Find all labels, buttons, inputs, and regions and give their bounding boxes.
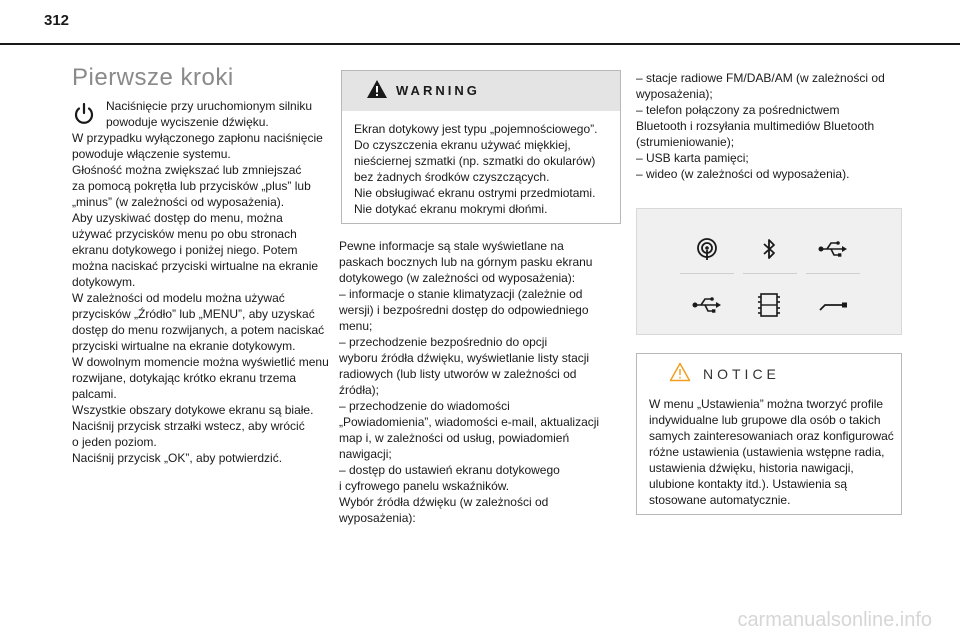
page-number: 312	[44, 12, 70, 29]
text-line: przyciski wirtualne na ekranie dotykowym.	[72, 339, 296, 353]
text-line: różne ustawienia (ustawienia wstępne radia,	[649, 445, 885, 459]
text-line: wyposażenia):	[339, 511, 416, 525]
watermark: carmanualsonline.info	[737, 609, 932, 631]
video-icon	[745, 285, 793, 325]
text-line: wersji) i bezpośredni dostęp do odpowiedniego	[339, 303, 589, 317]
text-line: – wideo (w zależności od wyposażenia).	[636, 167, 850, 181]
text-line: Bluetooth i rozsyłania multimediów Bluetooth	[636, 119, 875, 133]
text-line: „Powiadomienia”, wiadomości e-mail, aktualizacji	[339, 415, 600, 429]
text-line: nawigacji;	[339, 447, 392, 461]
text-line: – telefon połączony za pośrednictwem	[636, 103, 840, 117]
text-line: Głośność można zwiększać lub zmniejszać	[72, 163, 302, 177]
text-line: – przechodzenie bezpośrednio do opcji	[339, 335, 548, 349]
text-line: W dowolnym momencie można wyświetlić menu	[72, 355, 329, 369]
text-line: rozwijane, dotykając krótko ekranu trzema	[72, 371, 297, 385]
text-line: można naciskać przyciski wirtualne na ekranie	[72, 259, 319, 273]
body-text	[339, 238, 621, 526]
text-line: Ekran dotykowy jest typu „pojemnościowego”.	[354, 122, 598, 136]
column-left	[72, 64, 334, 466]
text-line: stosowane automatycznie.	[649, 493, 791, 507]
text-line: – USB karta pamięci;	[636, 151, 749, 165]
text-line: powoduje włączenie systemu.	[72, 147, 231, 161]
text-line: Do czyszczenia ekranu używać miękkiej,	[354, 138, 571, 152]
divider	[806, 273, 860, 274]
text-line: Wszystkie obszary dotykowe ekranu są białe.	[72, 403, 314, 417]
text-line: W menu „Ustawienia” można tworzyć profile	[649, 397, 884, 411]
text-line: o jeden poziom.	[72, 435, 157, 449]
notice-text	[637, 394, 901, 514]
text-line: Naciśnięcie przy uruchomionym silniku	[106, 99, 313, 113]
text-line: (strumieniowanie);	[636, 135, 735, 149]
text-line: indywidualne lub grupowe dla osób o takich	[649, 413, 881, 427]
usb-icon	[809, 229, 857, 269]
text-line: Wybór źródła dźwięku (w zależności od	[339, 495, 549, 509]
text-line: dostęp do menu rozwijanych, a potem naciskać	[72, 323, 325, 337]
text-line: paskach bocznych lub na górnym pasku ekranu	[339, 255, 593, 269]
divider	[680, 273, 734, 274]
text-line: Naciśnij przycisk „OK”, aby potwierdzić.	[72, 451, 283, 465]
text-line: wyboru źródła dźwięku, wyświetlanie listy stacji	[339, 351, 590, 365]
text-line: powoduje wyciszenie dźwięku.	[106, 115, 269, 129]
text-line: Nie obsługiwać ekranu ostrymi przedmiotami.	[354, 186, 596, 200]
text-line: ustawienia dźwięku, historia nawigacji,	[649, 461, 854, 475]
text-line: Pewne informacje są stale wyświetlane na	[339, 239, 564, 253]
text-line: dotykowym.	[72, 275, 136, 289]
text-line: źródła);	[339, 383, 380, 397]
text-line: map i, w zależności od usług, powiadomień	[339, 431, 570, 445]
column-right	[636, 70, 902, 515]
text-line: Naciśnij przycisk strzałki wstecz, aby wrócić	[72, 419, 305, 433]
notice-triangle-icon	[669, 362, 691, 386]
text-line: palcami.	[72, 387, 117, 401]
notice-label: NOTICE	[703, 366, 780, 382]
notice-box	[636, 353, 902, 515]
column-middle	[339, 70, 621, 526]
text-line: ekranu dotykowego i poniżej niego. Potem	[72, 243, 298, 257]
text-line: używać przycisków menu po obu stronach	[72, 227, 297, 241]
power-icon	[72, 102, 106, 130]
text-line: – stacje radiowe FM/DAB/AM (w zależności od	[636, 71, 885, 85]
text-line: Nie dotykać ekranu mokrymi dłońmi.	[354, 202, 548, 216]
source-icons-panel	[636, 208, 902, 335]
text-line: „minus” (w zależności od wyposażenia).	[72, 195, 285, 209]
warning-triangle-icon	[366, 79, 388, 103]
divider	[743, 273, 797, 274]
text-line: za pomocą pokrętła lub przycisków „plus” lub	[72, 179, 311, 193]
text-line: – przechodzenie do wiadomości	[339, 399, 510, 413]
text-line: ulubione kontakty itd.). Ustawienia są	[649, 477, 848, 491]
header-rule	[0, 43, 960, 45]
warning-text	[342, 111, 620, 223]
warning-label: WARNING	[396, 83, 480, 98]
radio-icon	[683, 229, 731, 269]
warning-box	[341, 70, 621, 224]
text-line: wyposażenia);	[636, 87, 713, 101]
text-line: menu;	[339, 319, 373, 333]
usb-icon	[683, 285, 731, 325]
body-text	[636, 70, 902, 182]
text-line: W przypadku wyłączonego zapłonu naciśnięcie	[72, 131, 323, 145]
text-line: przycisków „Źródło” lub „MENU”, aby uzyskać	[72, 307, 315, 321]
aux-icon	[809, 285, 857, 325]
text-line: radiowych (lub listy utworów w zależności od	[339, 367, 577, 381]
power-instruction	[72, 98, 334, 130]
text-line: – dostęp do ustawień ekranu dotykowego	[339, 463, 560, 477]
section-title: Pierwsze kroki	[72, 64, 234, 91]
text-line: W zależności od modelu można używać	[72, 291, 285, 305]
text-line: i cyfrowego panelu wskaźników.	[339, 479, 510, 493]
text-line: dotykowego (w zależności od wyposażenia):	[339, 271, 576, 285]
text-line: samych zainteresowaniach oraz konfigurować	[649, 429, 894, 443]
text-line: bez żadnych środków czyszczących.	[354, 170, 550, 184]
text-line: – informacje o stanie klimatyzacji (zależnie od	[339, 287, 583, 301]
notice-header	[637, 354, 901, 394]
text-line: nieściernej szmatki (np. szmatki do okularów)	[354, 154, 596, 168]
bluetooth-icon	[745, 229, 793, 269]
body-text	[72, 130, 334, 466]
warning-header	[342, 71, 620, 111]
text-line: Aby uzyskiwać dostęp do menu, można	[72, 211, 283, 225]
